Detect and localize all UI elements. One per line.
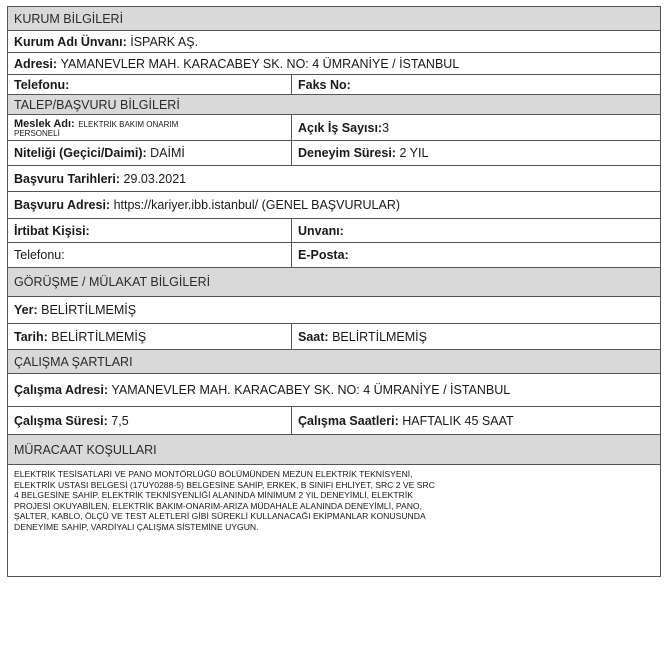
section-title: TALEP/BAŞVURU BİLGİLERİ [14,97,180,112]
label: Çalışma Süresi: [14,413,108,428]
row-tarih-saat [8,324,660,350]
section-title: GÖRÜŞME / MÜLAKAT BİLGİLERİ [14,275,211,289]
value: HAFTALIK 45 SAAT [402,413,514,428]
field-calisma-suresi [8,407,291,434]
label: Başvuru Adresi: [14,198,111,212]
label: Açık İş Sayısı: [298,120,383,135]
row-nitelik-deneyim [8,141,660,166]
condition-line: ŞALTER, KABLO, ÖLÇÜ VE TEST ALETLERİ GİBİ SÜREKLİ KULLANACAĞI EKİPMANLAR KONUSUNDA [14,511,426,522]
section-header-kurum [8,7,660,31]
value: YAMANEVLER MAH. KARACABEY SK. NO: 4 ÜMRANİYE / İSTANBUL [60,56,460,71]
label: Kurum Adı Ünvanı: [14,34,127,49]
value: BELİRTİLMEMİŞ [332,329,427,344]
label: Saat: [298,329,329,344]
label: Adresi: [14,56,58,71]
condition-line: ELEKTRİK USTASI BELGESİ (17UY0288-5) BELGESİNE SAHİP, ERKEK, B SINIFI EHLİYET, SRC 2 VE SRC [14,479,435,490]
section-header-talep [8,95,660,115]
value: 7,5 [111,413,129,428]
job-posting-form [7,6,661,577]
field-acik-is [291,115,660,140]
row-telefon-eposta [8,243,660,268]
condition-line: 4 BELGESİNE SAHİP. ELEKTRİK TEKNİSYENLİĞİ ALANINDA MİNİMUM 2 YIL DENEYİMLİ, ELEKTRİK [14,490,413,501]
field-kurum-adres [8,53,660,74]
label: Deneyim Süresi: [298,146,396,160]
label: Unvanı: [298,223,344,238]
section-title: MÜRACAAT KOŞULLARI [14,442,157,457]
condition-line: ELEKTRİK TESİSATLARI VE PANO MONTÖRLÜĞÜ BÖLÜMÜNDEN MEZUN ELEKTRİK TEKNİSYENİ, [14,469,413,479]
label: Tarih: [14,329,48,344]
value-line-2: PERSONELİ [14,128,60,138]
label: Niteliği (Geçici/Daimi): [14,146,147,160]
field-calisma-adresi [8,374,660,406]
label: Çalışma Adresi: [14,383,109,397]
label: Telefonu: [14,248,65,262]
section-header-muracaat [8,435,660,465]
value: İSPARK AŞ. [130,34,199,49]
row-muracaat-kosullari [8,465,660,576]
row-basvuru-tarihi [8,166,660,192]
value: 3 [382,120,390,135]
field-basvuru-tarihi [8,166,660,191]
field-kurum-adi [8,31,660,52]
row-kurum-telefon-faks [8,75,660,95]
field-calisma-saatleri [291,407,660,434]
value: DAİMİ [150,146,185,160]
field-unvan [291,219,660,242]
row-calisma-sure-saat [8,407,660,435]
row-calisma-adresi [8,374,660,407]
condition-line: PROJESİ OKUYABİLEN, ELEKTRİK BAKIM-ONARIM-ARIZA MÜDAHALE ALANINDA DENEYİMLİ, PANO, [14,500,422,511]
label: İrtibat Kişisi: [14,223,90,238]
field-kurum-telefon [8,75,291,94]
label: Faks No: [298,77,351,92]
field-kurum-faks [291,75,660,94]
field-eposta [291,243,660,267]
value: BELİRTİLMEMİŞ [41,303,137,317]
field-basvuru-adresi [8,192,660,218]
condition-line: DENEYİME SAHİP, VARDİYALI ÇALIŞMA SİSTEMİNE UYGUN. [14,521,259,532]
row-meslek-acik [8,115,660,141]
row-kurum-adi [8,31,660,53]
field-saat [291,324,660,349]
label: Başvuru Tarihleri: [14,171,121,186]
field-irtibat-kisisi [8,219,291,242]
label: Meslek Adı: [14,117,75,130]
label: Telefonu: [14,77,70,92]
value: 2 YIL [399,146,429,160]
muracaat-text [8,465,660,576]
row-basvuru-adresi [8,192,660,219]
value: YAMANEVLER MAH. KARACABEY SK. NO: 4 ÜMRANİYE / İSTANBUL [111,383,511,397]
value: https://kariyer.ibb.istanbul/ (GENEL BAŞVURULAR) [113,198,401,212]
field-deneyim [291,141,660,165]
field-yer [8,297,660,323]
label: Yer: [14,303,38,317]
section-header-gorusme [8,268,660,297]
field-tarih [8,324,291,349]
value: BELİRTİLMEMİŞ [51,329,147,344]
value-line-1: ELEKTRİK BAKIM ONARIM [78,119,179,129]
row-yer [8,297,660,324]
section-header-calisma [8,350,660,374]
row-kurum-adres [8,53,660,75]
field-meslek-adi [8,115,291,140]
section-title: KURUM BİLGİLERİ [14,11,124,26]
section-title: ÇALIŞMA ŞARTLARI [14,354,133,369]
value: 29.03.2021 [123,171,187,186]
label: E-Posta: [298,248,349,262]
field-nitelik [8,141,291,165]
label: Çalışma Saatleri: [298,413,399,428]
field-telefon [8,243,291,267]
row-irtibat-unvan [8,219,660,243]
